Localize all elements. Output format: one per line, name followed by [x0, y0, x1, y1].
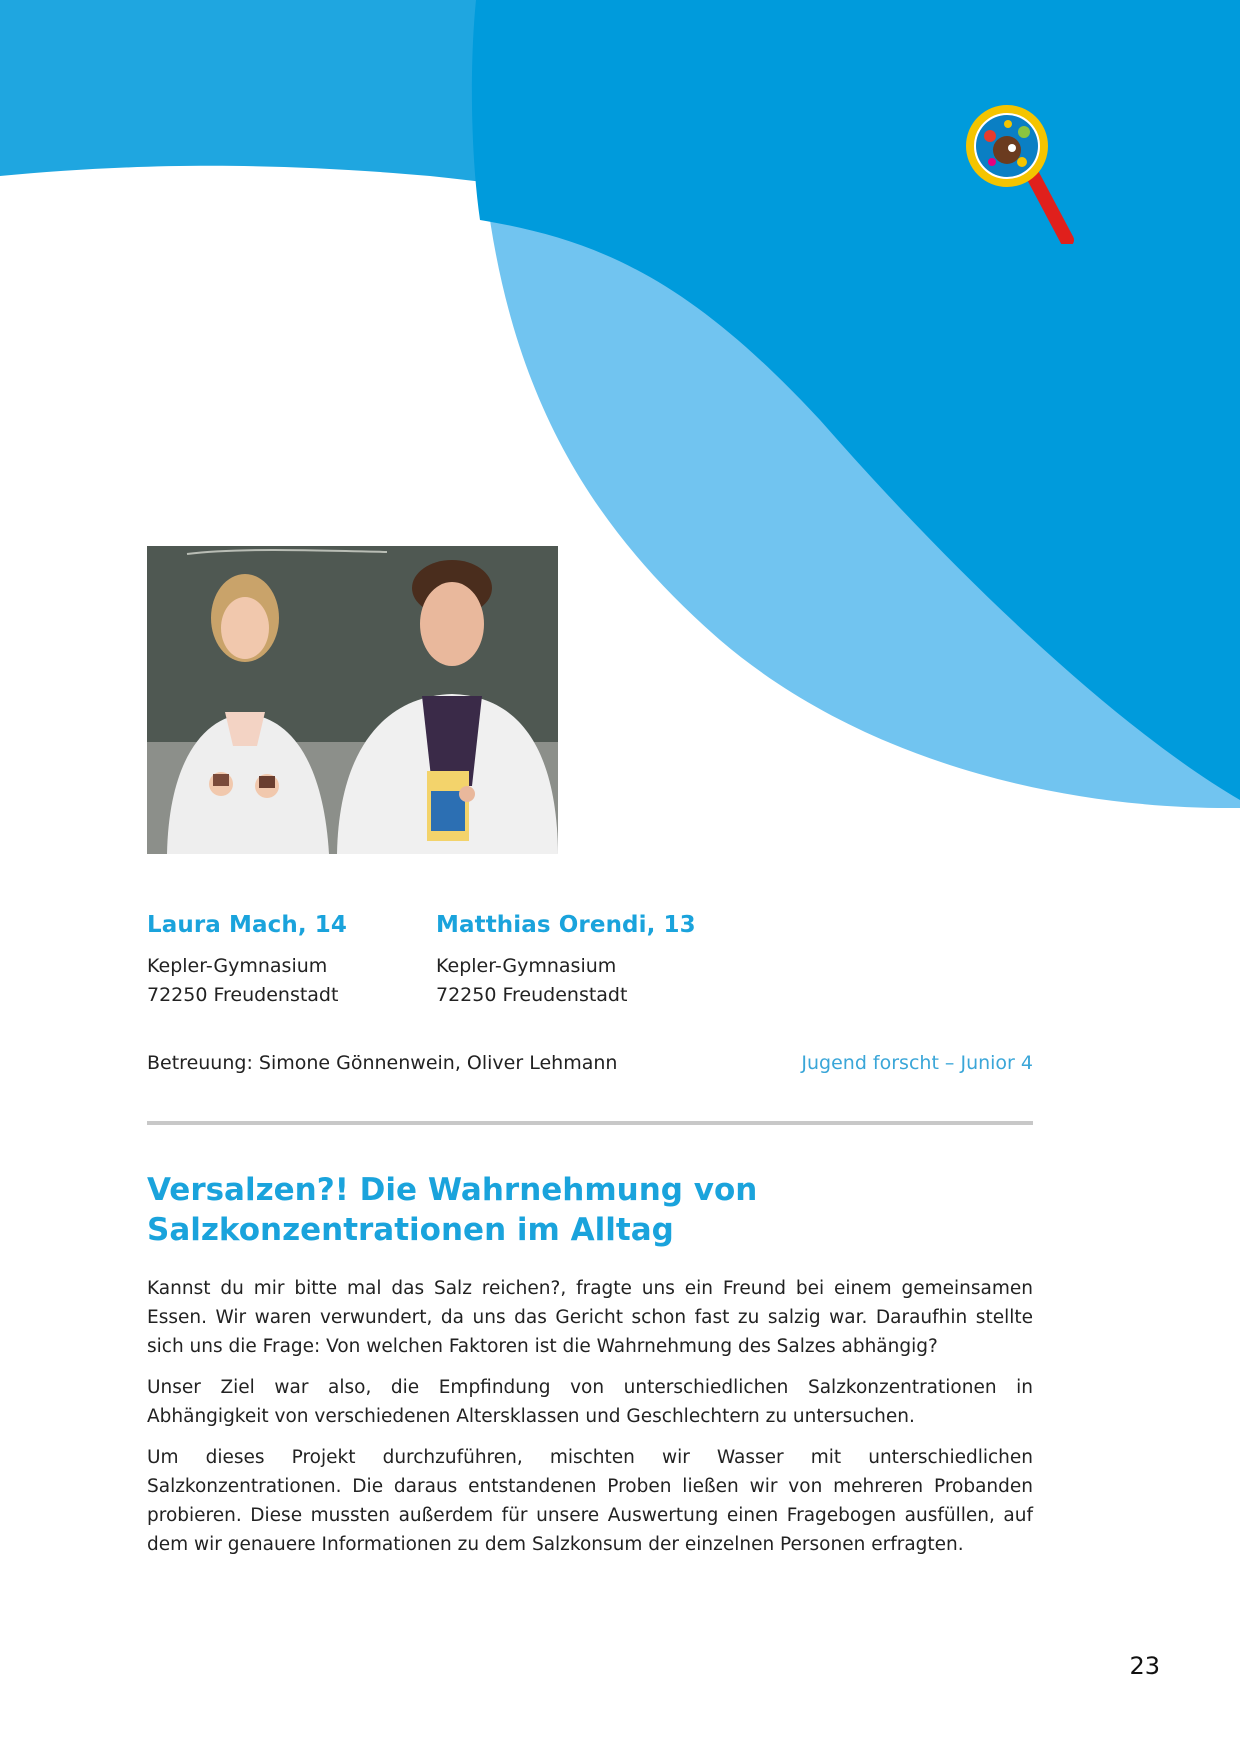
- supervision-text: Betreuung: Simone Gönnenwein, Oliver Lehmann: [147, 1052, 618, 1074]
- participant-school: Kepler-Gymnasium: [436, 955, 617, 977]
- participant-school: Kepler-Gymnasium: [147, 955, 328, 977]
- competition-category: Jugend forscht – Junior 4: [801, 1052, 1033, 1074]
- article-body: [147, 1274, 1033, 1571]
- body-paragraph: Kannst du mir bitte mal das Salz reichen?, fragte uns ein Freund bei einem gemeinsamen Essen. Wir waren verwundert, da uns das Gericht schon fast zu salzig war. Daraufhin stellte sich uns die Frage: Von welchen Faktoren ist die Wahrnehmung des Salzes abhängig?: [147, 1278, 1033, 1357]
- participant-2: [436, 912, 696, 1010]
- participant-name: Matthias Orendi, 13: [436, 912, 696, 938]
- magnifier-microbes-icon: [962, 104, 1080, 244]
- divider: [147, 1121, 1033, 1125]
- page-number: 23: [1129, 1652, 1160, 1680]
- article-title: Versalzen?! Die Wahrnehmung von Salzkonzentrationen im Alltag: [147, 1172, 758, 1248]
- participant-city: 72250 Freudenstadt: [147, 984, 339, 1006]
- participant-1: [147, 912, 347, 1010]
- participant-name: Laura Mach, 14: [147, 912, 347, 938]
- participant-city: 72250 Freudenstadt: [436, 984, 628, 1006]
- body-paragraph: Um dieses Projekt durchzuführen, mischten wir Wasser mit unterschiedlichen Salzkonzentrationen. Die daraus entstandenen Proben ließen wir von mehreren Probanden probieren. Diese mussten außerdem für unsere Auswertung einen Fragebogen ausfüllen, auf dem wir genauere Informationen zu dem Salzkonsum der einzelnen Personen erfragten.: [147, 1447, 1033, 1555]
- photo-two-students-lab-coats: [147, 546, 558, 854]
- body-paragraph: Unser Ziel war also, die Empfindung von unterschiedlichen Salzkonzentrationen in Abhängigkeit von verschiedenen Altersklassen und Geschlechtern zu untersuchen.: [147, 1377, 1033, 1427]
